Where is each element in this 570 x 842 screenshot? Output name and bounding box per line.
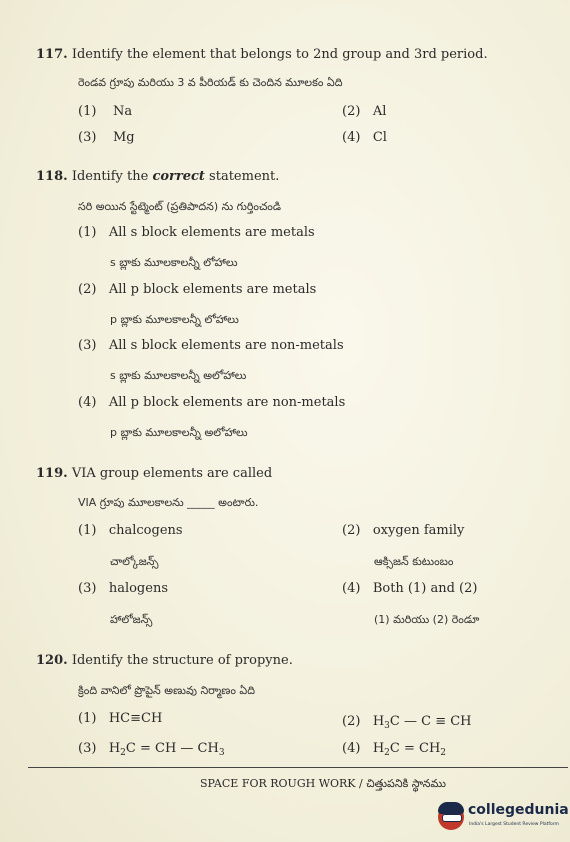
q119-telugu: VIA గ్రూపు మూలకాలను _____ అంటారు. bbox=[78, 496, 259, 509]
q119-option-3: (3) halogens bbox=[78, 581, 168, 596]
q120-telugu: క్రింది వానిలో ప్రొపైన్ అణువు నిర్మాణం ఏది bbox=[78, 684, 256, 697]
q120-option-1: (1) HC≡CH bbox=[78, 711, 163, 726]
collegedunia-logo bbox=[436, 800, 570, 840]
q120-option-2: (2) $H_3C$ — C ≡ CH bbox=[342, 714, 472, 731]
q117-option-2: (2) Al bbox=[342, 104, 387, 119]
q119-option-1: (1) chalcogens bbox=[78, 523, 183, 538]
q119-text: 119. VIA group elements are called bbox=[36, 466, 273, 481]
q118-option-1-telugu: s బ్లాకు మూలకాలన్నీ లోహాలు bbox=[110, 256, 238, 269]
q118-text: 118. Identify the correct statement. bbox=[36, 169, 280, 184]
q120-text: 120. Identify the structure of propyne. bbox=[36, 653, 293, 668]
q119-option-3-telugu: హాలోజన్స్ bbox=[110, 613, 153, 626]
q118-option-1: (1) All s block elements are metals bbox=[78, 225, 315, 240]
q119-option-2-telugu: ఆక్సిజన్ కుటుంబం bbox=[374, 555, 454, 568]
q120-option-4: (4) $H_2C = CH_2$ bbox=[342, 741, 447, 758]
q117-telugu: రెండవ గ్రూపు మరియు 3 వ పీరియడ్ కు చెందిన మూలకం ఏది bbox=[78, 76, 343, 89]
q120-option-3: (3) $H_2C$ = CH — $CH_3$ bbox=[78, 741, 225, 758]
q118-option-3-telugu: s బ్లాకు మూలకాలన్నీ అలోహాలు bbox=[110, 369, 247, 382]
q118-option-3: (3) All s block elements are non-metals bbox=[78, 338, 344, 353]
q119-option-1-telugu: చాల్కోజన్స్ bbox=[110, 555, 159, 568]
logo-tagline: India's Largest Student Review Platform bbox=[469, 822, 559, 827]
q118-option-4: (4) All p block elements are non-metals bbox=[78, 395, 346, 410]
q119-option-4-telugu: (1) మరియు (2) రెండూ bbox=[374, 613, 480, 626]
q119-option-2: (2) oxygen family bbox=[342, 523, 465, 538]
q117-text: 117. Identify the element that belongs to 2nd group and 3rd period. bbox=[36, 47, 488, 62]
q118-telugu: సరి అయిన స్టేట్మెంట్ (ప్రతిపాదన) ను గుర్తించండి bbox=[78, 200, 282, 213]
q117-option-1: (1) Na bbox=[78, 104, 133, 119]
q119-option-4: (4) Both (1) and (2) bbox=[342, 581, 478, 596]
q118-option-4-telugu: p బ్లాకు మూలకాలన్నీ అలోహాలు bbox=[110, 426, 248, 439]
q117-option-4: (4) Cl bbox=[342, 130, 387, 145]
footer-divider bbox=[28, 767, 568, 768]
q117-option-3: (3) Mg bbox=[78, 130, 135, 145]
logo-name: collegedunia bbox=[468, 802, 569, 818]
q118-option-2: (2) All p block elements are metals bbox=[78, 282, 317, 297]
rough-work-footer: SPACE FOR ROUGH WORK / చిత్తుపనికి స్థానము bbox=[200, 777, 446, 790]
q118-option-2-telugu: p బ్లాకు మూలకాలన్నీ లోహాలు bbox=[110, 313, 239, 326]
